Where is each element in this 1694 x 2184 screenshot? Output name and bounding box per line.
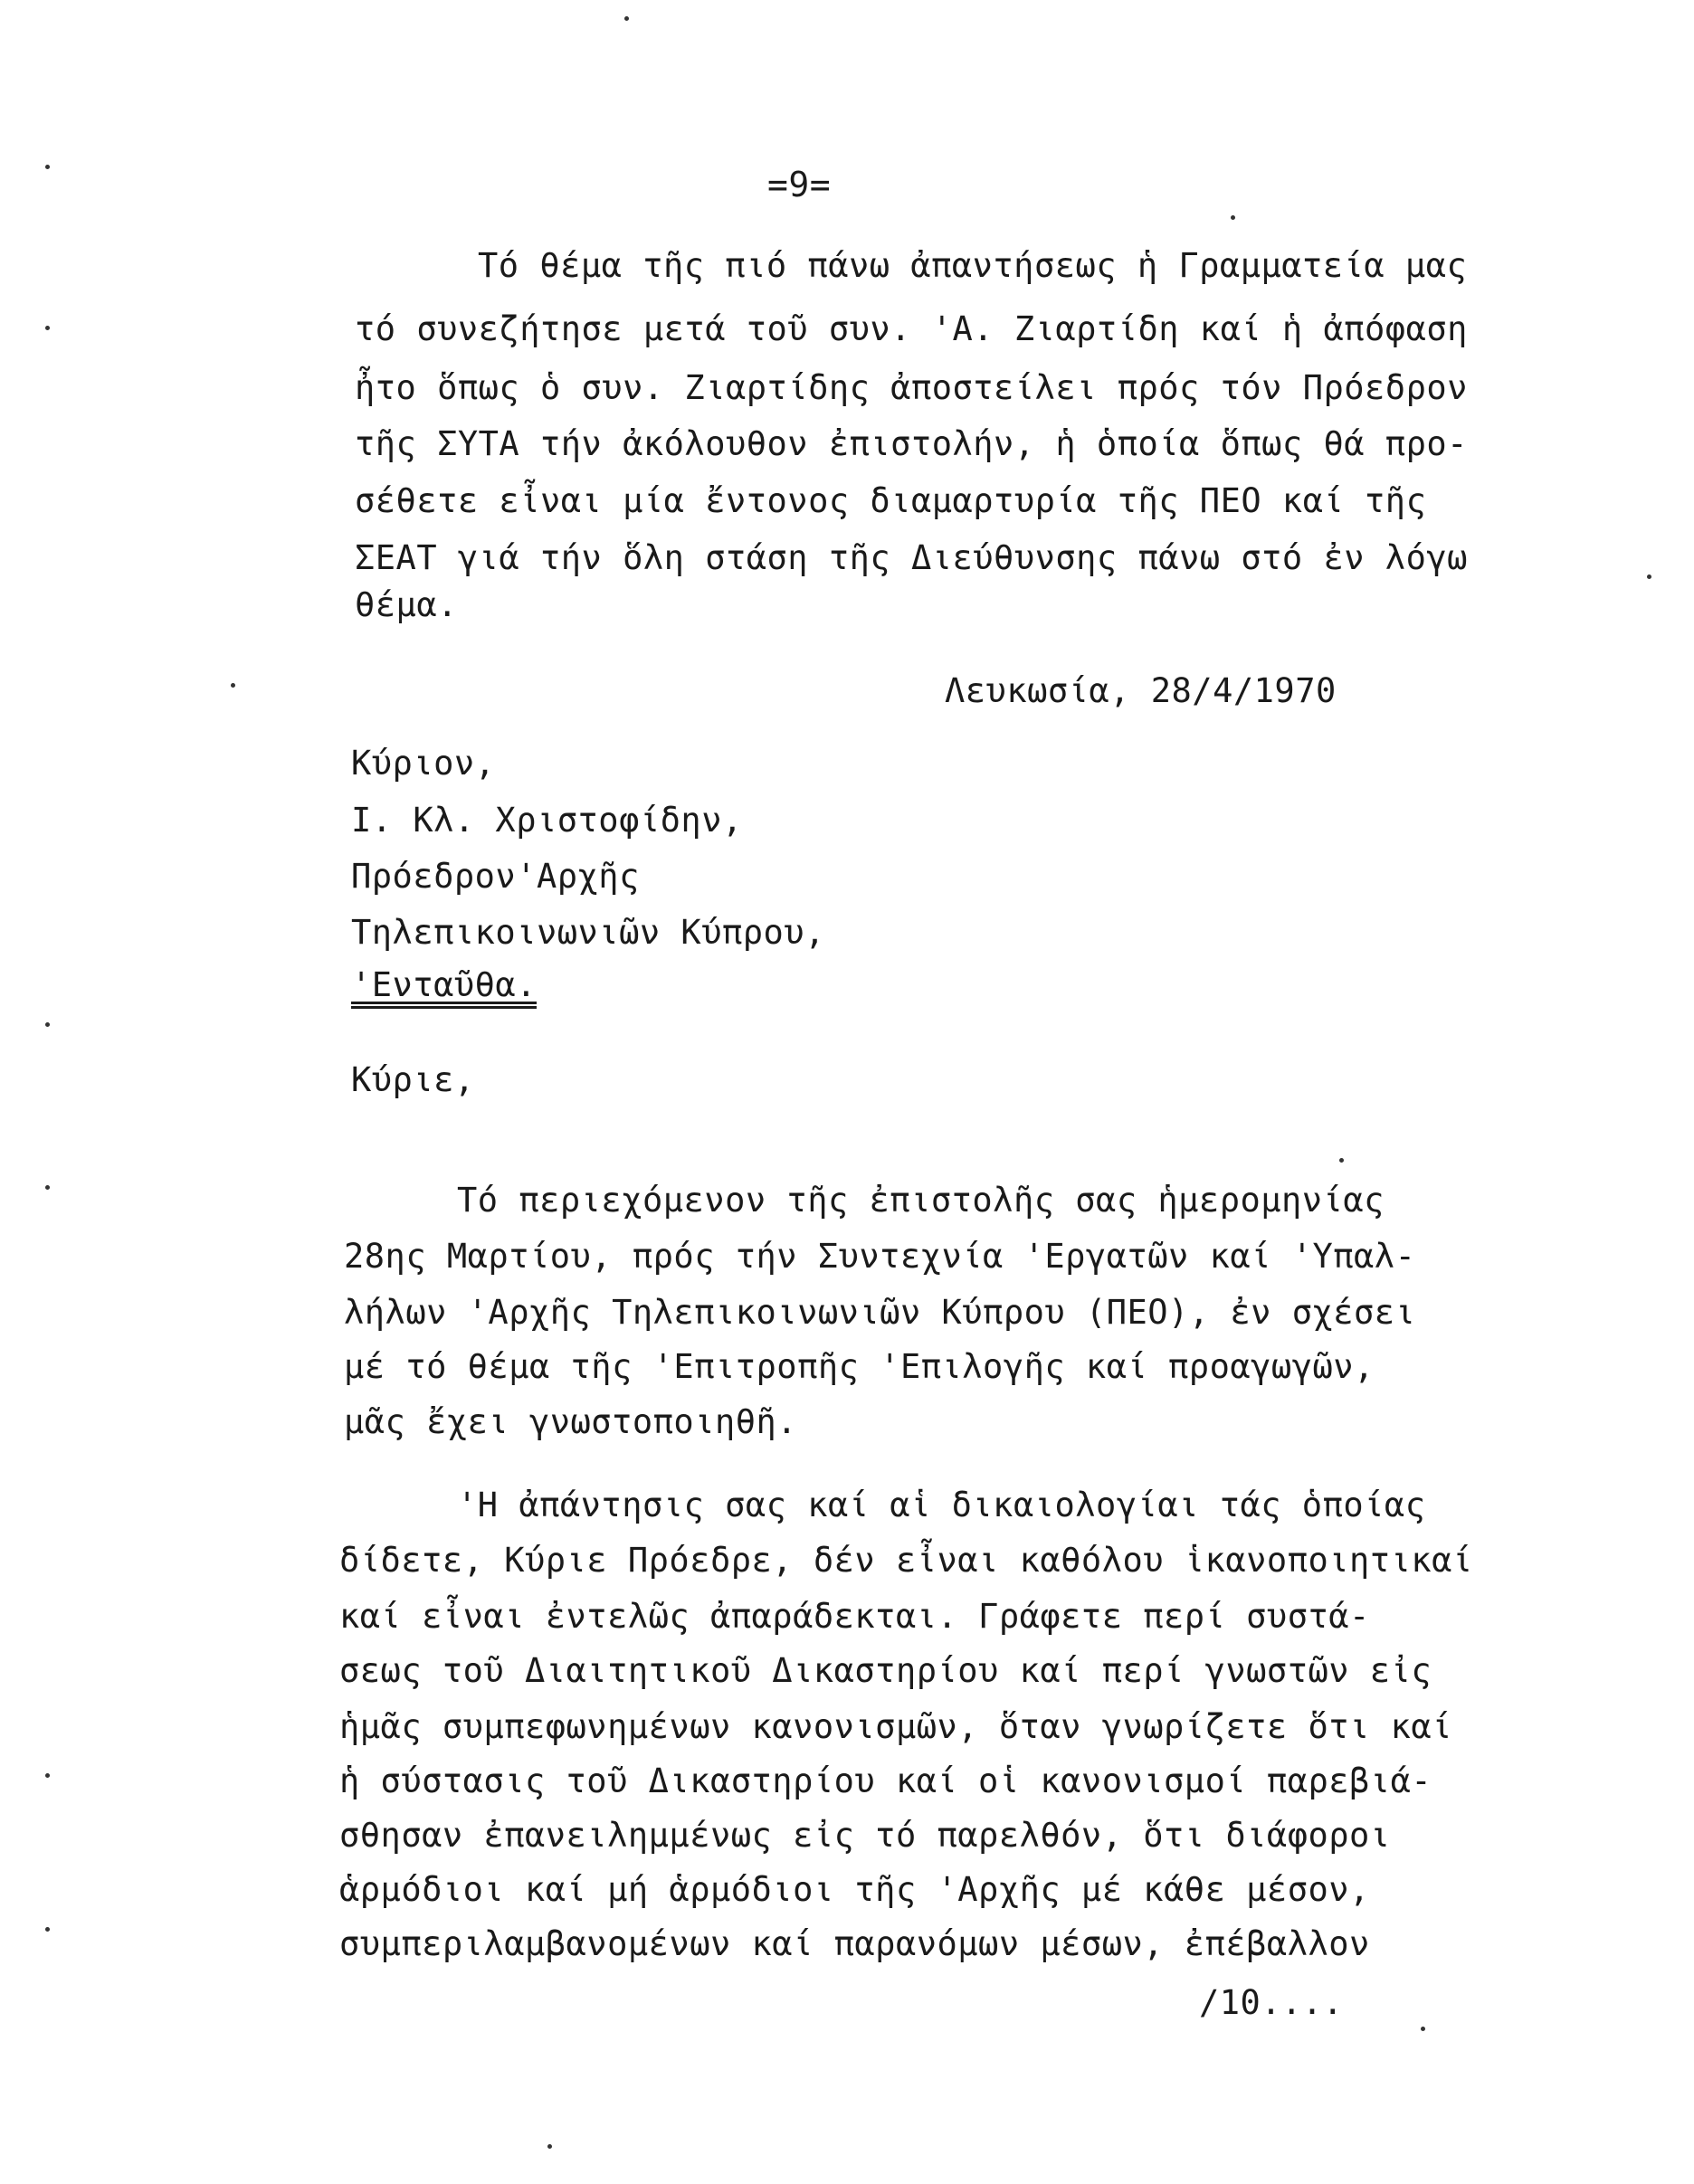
scan-speck (45, 1022, 50, 1027)
intro-line: ΣΕΑΤ γιά τήν ὅλη στάση τῆς Διεύθυνσης πάνω στό ἐν λόγω (355, 538, 1468, 577)
paragraph-2-line: ἁρμόδιοι καί μή ἁρμόδιοι τῆς 'Αρχῆς μέ κάθε μέσον, (339, 1870, 1370, 1909)
paragraph-2-line: 'Η ἀπάντησις σας καί αἱ δικαιολογίαι τάς ὁποίας (457, 1486, 1426, 1524)
scan-speck (45, 326, 50, 330)
date-line: Λευκωσία, 28/4/1970 (945, 671, 1337, 710)
scan-speck (624, 16, 629, 21)
paragraph-2-line: συμπεριλαμβανομένων καί παρανόμων μέσων, ἐπέβαλλον (339, 1924, 1370, 1963)
scan-speck (1421, 2027, 1425, 2031)
paragraph-1-line: 28ης Μαρτίου, πρός τήν Συντεχνία 'Εργατῶν καί 'Υπαλ- (344, 1237, 1416, 1276)
intro-line: τό συνεζήτησε μετά τοῦ συν. 'Α. Ζιαρτίδη καί ἡ ἀπόφαση (355, 309, 1468, 348)
paragraph-2-line: δίδετε, Κύριε Πρόεδρε, δέν εἶναι καθόλου ἱκανοποιητικαί (339, 1541, 1473, 1580)
paragraph-2-line: σθησαν ἐπανειλημμένως εἰς τό παρελθόν, ὅτι διάφοροι (339, 1816, 1391, 1855)
paragraph-1-line: Τό περιεχόμενον τῆς ἐπιστολῆς σας ἡμερομηνίας (457, 1181, 1385, 1220)
scan-speck (45, 165, 50, 169)
scan-speck (1647, 574, 1651, 579)
salutation: Κύριε, (351, 1060, 475, 1099)
intro-line: σέθετε εἶναι μία ἔντονος διαμαρτυρία τῆς ΠΕΟ καί τῆς (355, 481, 1427, 520)
paragraph-1-line: λήλων 'Αρχῆς Τηλεπικοινωνιῶν Κύπρου (ΠΕΟ), ἐν σχέσει (344, 1293, 1416, 1332)
scan-speck (1231, 215, 1235, 220)
paragraph-2-line: σεως τοῦ Διαιτητικοῦ Δικαστηρίου καί περί γνωστῶν εἰς (339, 1651, 1432, 1690)
scan-speck (45, 1773, 50, 1778)
intro-line: θέμα. (355, 585, 458, 624)
intro-line: τῆς ΣΥΤΑ τήν ἀκόλουθον ἐπιστολήν, ἡ ὁποία ὅπως θά προ- (355, 424, 1468, 463)
paragraph-1-line: μᾶς ἔχει γνωστοποιηθῆ. (344, 1402, 798, 1441)
intro-line: ἦτο ὅπως ὁ συν. Ζιαρτίδης ἀποστείλει πρός τόν Πρόεδρον (355, 368, 1468, 407)
page-number: =9= (767, 165, 832, 204)
addressee-line: Τηλεπικοινωνιῶν Κύπρου, (351, 913, 825, 952)
addressee-line: Ι. Κλ. Χριστοφίδην, (351, 801, 743, 840)
addressee-line: Πρόεδρον'Αρχῆς (351, 857, 640, 896)
continuation-marker: /10.... (1199, 1983, 1344, 2022)
paragraph-2-line: ἡ σύστασις τοῦ Δικαστηρίου καί οἱ κανονισμοί παρεβιά- (339, 1761, 1432, 1800)
addressee-line: 'Ενταῦθα. (351, 965, 537, 1004)
scan-speck (45, 1185, 50, 1190)
addressee-line: Κύριον, (351, 744, 496, 783)
paragraph-2-line: ἡμᾶς συμπεφωνημένων κανονισμῶν, ὅταν γνωρίζετε ὅτι καί (339, 1707, 1452, 1746)
intro-line: Τό θέμα τῆς πιό πάνω ἀπαντήσεως ἡ Γραμματεία μας (478, 246, 1468, 285)
scan-speck (231, 683, 235, 688)
scan-speck (45, 1927, 50, 1932)
scan-speck (547, 2144, 552, 2149)
paragraph-2-line: καί εἶναι ἐντελῶς ἀπαράδεκται. Γράφετε περί συστά- (339, 1597, 1370, 1636)
scan-speck (1339, 1158, 1344, 1163)
paragraph-1-line: μέ τό θέμα τῆς 'Επιτροπῆς 'Επιλογῆς καί προαγωγῶν, (344, 1347, 1375, 1386)
